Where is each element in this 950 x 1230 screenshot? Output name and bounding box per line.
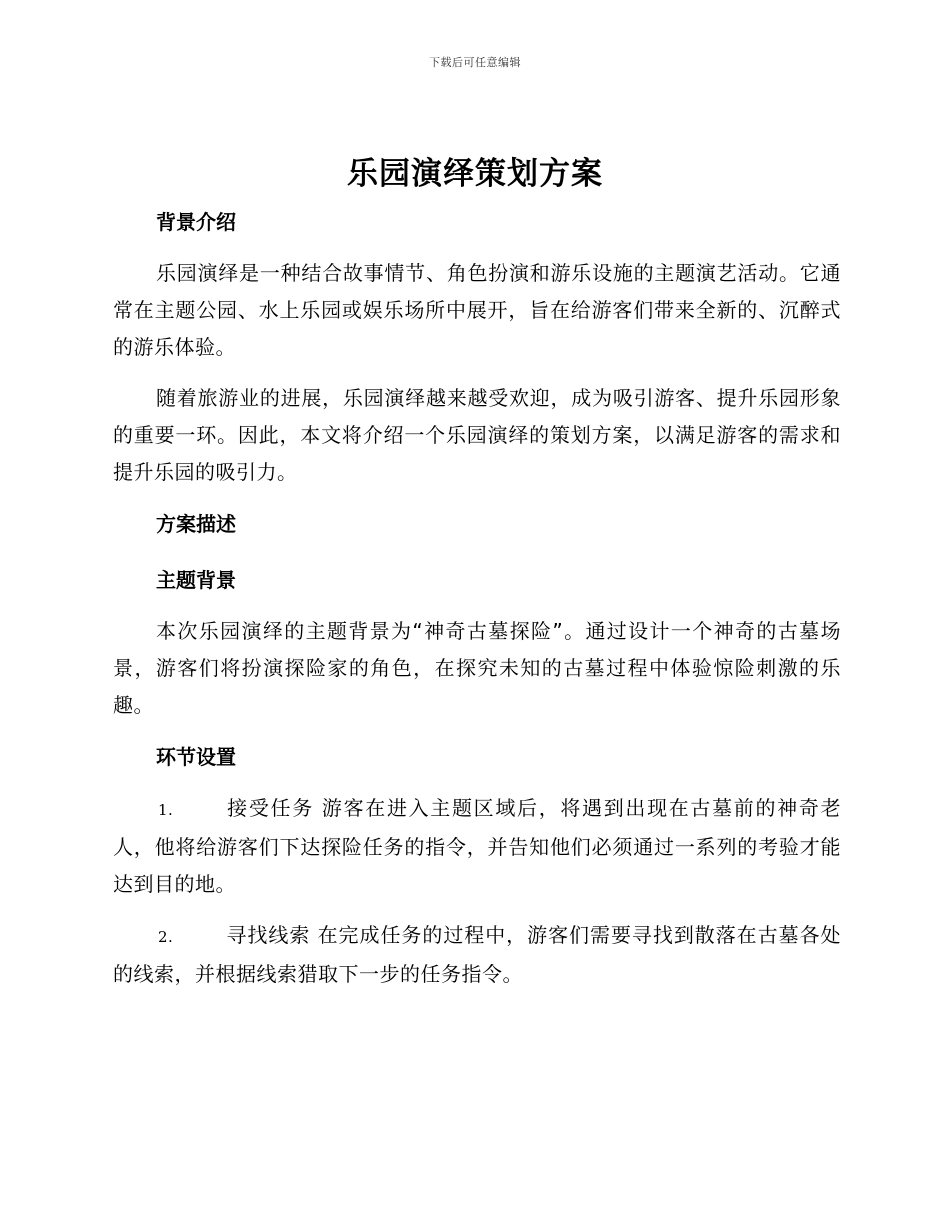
header-note: 下载后可任意编辑	[429, 56, 521, 69]
list-item-number: 1.	[158, 801, 174, 819]
background-paragraph-1: 乐园演绎是一种结合故事情节、角色扮演和游乐设施的主题演艺活动。它通常在主题公园、水上乐园或娱乐场所中展开，旨在给游客们带来全新的、沉醉式的游乐体验。	[113, 261, 841, 359]
document-body	[113, 205, 841, 993]
segments-heading: 环节设置	[156, 745, 236, 769]
theme-heading: 主题背景	[156, 568, 236, 592]
document-title: 乐园演绎策划方案	[347, 156, 603, 192]
list-item-text: 寻找线索 在完成任务的过程中，游客们需要寻找到散落在古墓各处的线索，并根据线索猎取下一步的任务指令。	[113, 923, 841, 986]
background-paragraph-2: 随着旅游业的进展，乐园演绎越来越受欢迎，成为吸引游客、提升乐园形象的重要一环。因此，本文将介绍一个乐园演绎的策划方案，以满足游客的需求和提升乐园的吸引力。	[113, 386, 841, 484]
plan-heading: 方案描述	[156, 512, 236, 536]
list-item	[113, 790, 841, 903]
background-heading: 背景介绍	[156, 210, 236, 234]
list-item	[113, 917, 841, 993]
list-item-number: 2.	[158, 928, 174, 946]
list-item-text: 接受任务 游客在进入主题区域后，将遇到出现在古墓前的神奇老人，他将给游客们下达探险任务的指令，并告知他们必须通过一系列的考验才能达到目的地。	[113, 796, 841, 896]
theme-paragraph: 本次乐园演绎的主题背景为“神奇古墓探险”。通过设计一个神奇的古墓场景，游客们将扮演探险家的角色，在探究未知的古墓过程中体验惊险刺激的乐趣。	[113, 619, 841, 717]
